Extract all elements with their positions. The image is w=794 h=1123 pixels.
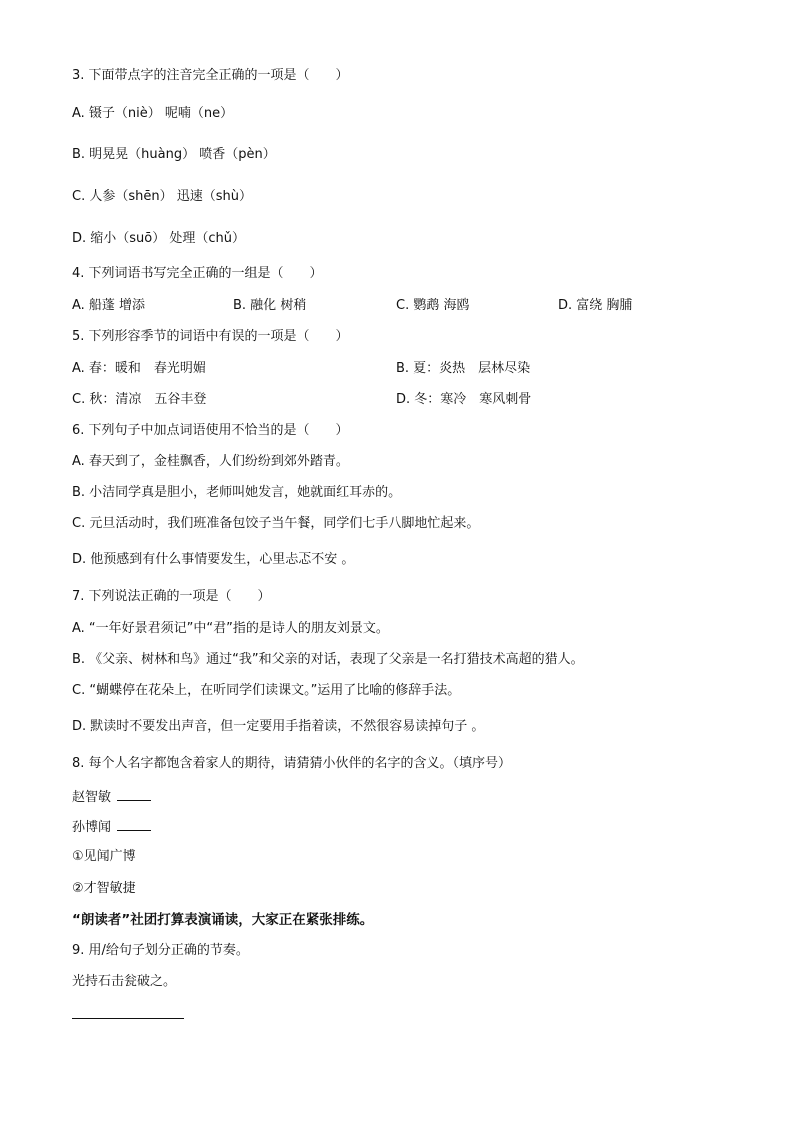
q8-answer-blank-1[interactable] [117,787,151,801]
q6-option-a: A. 春天到了，金桂飘香，人们纷纷到郊外踏青。 [72,454,349,469]
q8-stem: 8. 每个人名字都饱含着家人的期待，请猜猜小伙伴的名字的含义。（填序号） [72,756,512,771]
q3-option-a: A. 镊子（niè） 呢喃（ne） [72,106,234,121]
q8-choice-2: ②才智敏捷 [72,881,136,896]
q6-stem: 6. 下列句子中加点词语使用不恰当的是（ ） [72,423,349,438]
q3-stem: 3. 下面带点字的注音完全正确的一项是（ ） [72,68,349,83]
q8-name-row-1 [72,787,151,807]
q6-option-d: D. 他预感到有什么事情要发生，心里忐忑不安 。 [72,552,355,567]
q7-stem: 7. 下列说法正确的一项是（ ） [72,589,271,604]
q5-option-b: B. 夏：炎热 层林尽染 [396,361,531,376]
q5-option-d: D. 冬：寒冷 寒风刺骨 [396,392,532,407]
section-intro: “朗读者”社团打算表演诵读，大家正在紧张排练。 [72,912,374,928]
q4-stem: 4. 下列词语书写完全正确的一组是（ ） [72,266,323,281]
q6-option-b: B. 小洁同学真是胆小，老师叫她发言，她就面红耳赤的。 [72,485,402,500]
q8-name-2: 孙博闻 [72,820,112,835]
q8-name-row-2 [72,817,151,837]
q3-option-d: D. 缩小（suō） 处理（chǔ） [72,231,245,246]
q4-option-b: B. 融化 树稍 [233,298,307,313]
q4-option-a: A. 船蓬 增添 [72,298,146,313]
q9-answer-line[interactable] [72,1018,184,1019]
q3-option-b: B. 明晃晃（huàng） 喷香（pèn） [72,147,276,162]
q4-option-c: C. 鹦鹉 海鸥 [396,298,470,313]
q8-name-1: 赵智敏 [72,790,112,805]
q3-option-c: C. 人参（shēn） 迅速（shù） [72,189,252,204]
q7-option-b: B. 《父亲、树林和鸟》通过“我”和父亲的对话，表现了父亲是一名打猎技术高超的猎人。 [72,652,584,667]
q5-option-c: C. 秋：清凉 五谷丰登 [72,392,207,407]
q9-stem: 9. 用/给句子划分正确的节奏。 [72,943,249,958]
q7-option-d: D. 默读时不要发出声音，但一定要用手指着读，不然很容易读掉句子 。 [72,719,485,734]
q6-option-c: C. 元旦活动时，我们班准备包饺子当午餐，同学们七手八脚地忙起来。 [72,516,480,531]
q9-sentence: 光持石击瓮破之。 [72,974,177,989]
q4-option-d: D. 富绕 胸脯 [558,298,633,313]
q7-option-c: C. “蝴蝶停在花朵上，在听同学们读课文。”运用了比喻的修辞手法。 [72,683,461,698]
q5-stem: 5. 下列形容季节的词语中有误的一项是（ ） [72,329,349,344]
q8-answer-blank-2[interactable] [117,817,151,831]
q7-option-a: A. “一年好景君须记”中“君”指的是诗人的朋友刘景文。 [72,621,389,636]
q5-option-a: A. 春：暖和 春光明媚 [72,361,206,376]
q8-choice-1: ①见闻广博 [72,849,136,864]
